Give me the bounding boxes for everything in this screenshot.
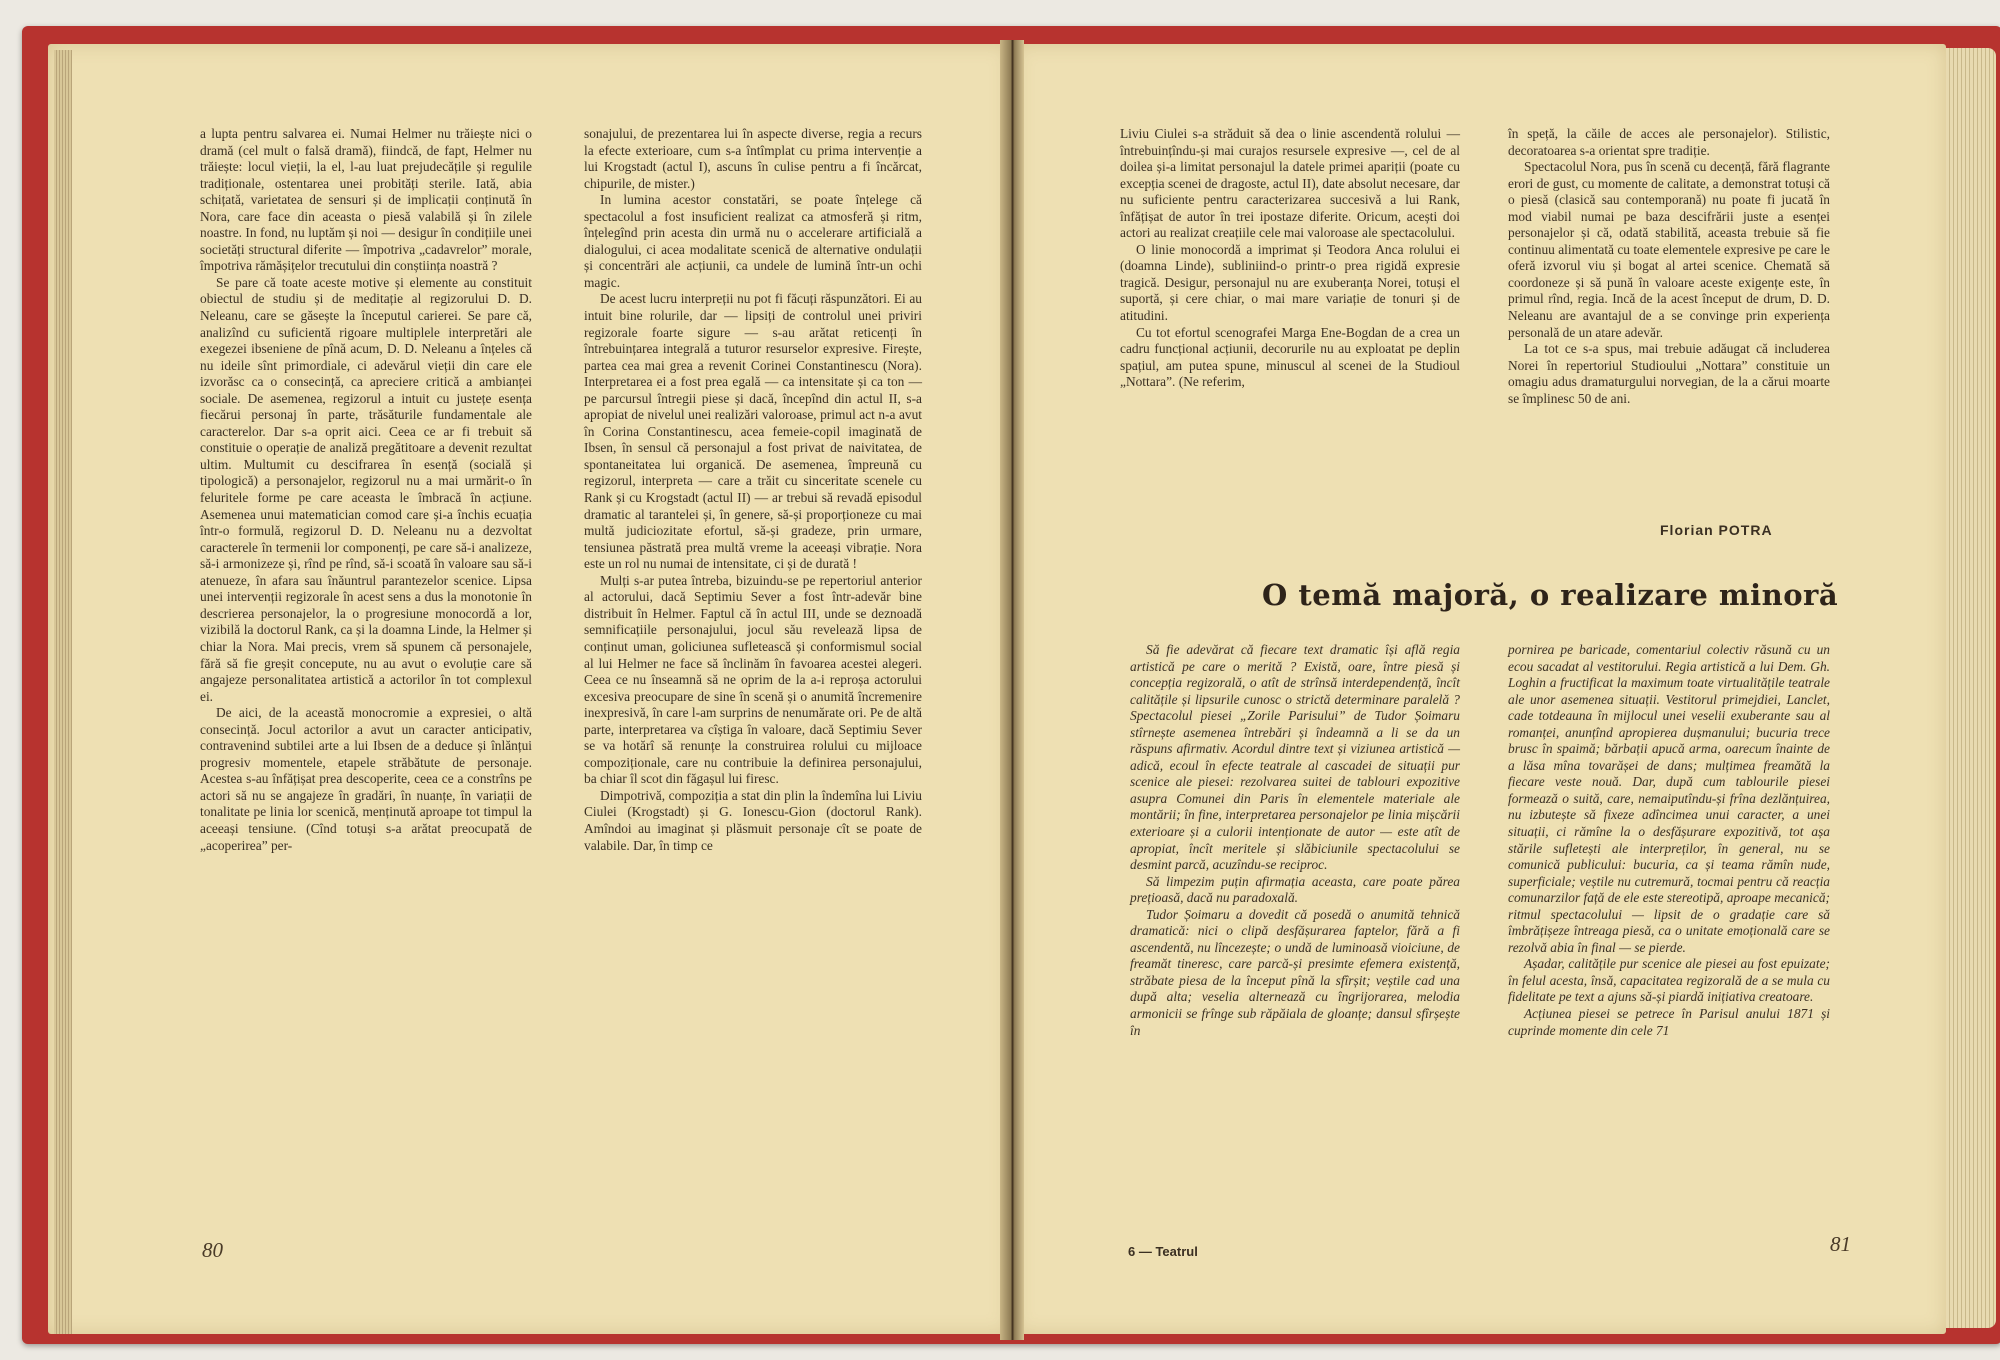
paragraph: Mulți s-ar putea întreba, bizuindu-se pe repertoriul anterior al actorului, dacă Septimiu Sever a fost într-adevăr bine distribuit în Helmer. Faptul că în actul III, unde se deznoadă semnificațiile personajului, jocul său revelează lipsa de conținut uman, goliciunea sufletească și conformismul social al lui Helmer ne face să înclinăm în favoarea acestei alegeri. Ceea ce nu înseamnă să ne oprim de la a-i reproșa actorului excesiva preocupare de sine în scenă și o anumită încremenire inexpresivă, în care l-am surprins de nenumărate ori. Pe de altă parte, interpretarea va cîștiga în valoare, dacă Septimiu Sever se va hotărî să renunțe la construirea rolului cu mijloace compoziționale, care nu contribuie la definirea personajului, ba chiar îl scot din făgașul lui firesc. bbox=[584, 572, 922, 787]
left-column-2 bbox=[584, 126, 922, 854]
paragraph: Se pare că toate aceste motive și elemente au constituit obiectul de studiu și de meditație al regizorului D. D. Neleanu, care se găsește la începutul carierei. Se pare că, analizînd cu suficientă rigoare multiplele interpretări ale exegezei ibseniene de pînă acum, D. D. Neleanu a înțeles că nu ideile sînt primordiale, ci adevărul vieții din care ele izvorăsc ca o consecință, ca apreciere critică a ambianței sociale. De asemenea, regizorul a intuit cu justețe esența fiecărui personaj în parte, trăsăturile fundamentale ale caracterelor. Dar s-a oprit aici. Ceea ce ar fi trebuit să constituie o operație de analiză pregătitoare a devenit rezultat ultim. Multumit cu descifrarea în esență (socială și tipologică) a personajelor, regizorul nu a mai urmărit-o în feluritele forme pe care aceasta le îmbracă în acțiune. Asemenea unui matematician comod care și-a închis ecuația într-o formulă, regizorul D. D. Neleanu nu a dezvoltat caracterele în termenii lor componenți, pe care să-i analizeze, să-i armonizeze și, rînd pe rînd, să-i scoată în valoare sau să-i atenueze, în afara sau înăuntrul parantezelor scenice. Lipsa unei intervenții regizorale în acest sens a dus la monotonie în descrierea personajelor, la o progresiune monocordă a lor, vizibilă la doctorul Rank, ca și la doamna Linde, la Helmer și chiar la Nora. Mai precis, vrem să spunem că personajele, fără să fie greșit concepute, nu au avut o evoluție care să angajeze personalitatea artistică a actorilor în tot complexul ei. bbox=[200, 274, 532, 704]
left-page-edges bbox=[54, 50, 72, 1334]
paragraph: a lupta pentru salvarea ei. Numai Helmer nu trăiește nici o dramă (cel mult o falsă dramă), fiindcă, de fapt, Helmer nu trăiește: locul vieții, la el, l-au luat prejudecățile și regulile tradiționale, ostentarea unei probități sterile. Iată, abia schițată, varietatea de sensuri și de implicații conținută în Nora, care face din aceasta o piesă valabilă și în zilele noastre. In fond, nu luptăm și noi — desigur în condițiile unei societăți structural diferite — împotriva „cadavrelor” morale, împotriva rămășițelor trecutului din conștiința noastră ? bbox=[200, 126, 532, 274]
paragraph: Liviu Ciulei s-a străduit să dea o linie ascendentă rolului — întrebuințîndu-și mai curajos resursele expresive —, cel de al doilea și-a limitat personajul la datele primei apariții (poate cu excepția scenei de dragoste, actul II), date absolut necesare, dar nu suficiente pentru caracterizarea succesivă a lui Rank, înfățișat de autor în trei ipostaze diferite. Oricum, acești doi actori au realizat creațiile cele mai valoroase ale spectacolului. bbox=[1120, 126, 1460, 241]
paragraph: In lumina acestor constatări, se poate înțelege că spectacolul a fost insuficient realizat ca atmosferă și ritm, înțelegînd prin acesta din urmă nu o accelerare artificială a dialogului, ci acea modalitate scenică de alternative ondulații și concentrări ale acțiunii, ca undele de lumină într-un ochi magic. bbox=[584, 192, 922, 290]
paragraph: în speță, la căile de acces ale personajelor). Stilistic, decoratoarea s-a orientat spre tradiție. bbox=[1508, 126, 1830, 158]
left-column-1 bbox=[200, 126, 532, 854]
paragraph: Să fie adevărat că fiecare text dramatic își află regia artistică pe care o merită ? Există, oare, între piesă și concepția regizorală, o atît de strînsă interdependență, încît calitățile și lipsurile cunosc o strictă determinare paralelă ? Spectacolul piesei „Zorile Parisului” de Tudor Șoimaru stîrnește asemenea întrebări și îndeamnă a li se da un răspuns afirmativ. Acordul dintre text și viziunea artistică — adică, ecoul în efecte teatrale al cascadei de situații pur scenice ale piesei: rezolvarea suitei de tablouri expozitive asupra Comunei din Paris în elementele materiale ale montării; în fine, interpretarea personajelor pe linia mișcării exterioare și a culorii intenționate de autor — este atît de apropiat, încît meritele și slăbiciunile spectacolului se desmint parcă, acuzîndu-se reciproc. bbox=[1130, 642, 1460, 873]
paragraph: De acest lucru interpreții nu pot fi făcuți răspunzători. Ei au intuit bine rolurile, dar — lipsiți de controlul unei priviri regizorale foarte sigure — s-au arătat reticenți în întrebuințarea integrală a tuturor resurselor expresive. Firește, partea cea mai grea a revenit Corinei Constantinescu (Nora). Interpretarea ei a fost prea egală — ca intensitate și ca ton — pe parcursul întregii piese și dacă, începînd din actul II, s-a apropiat de nivelul unei realizări valoroase, primul act n-a avut în Corina Constantinescu, acea femeie-copil imaginată de Ibsen, în sensul că personajul a fost privat de naivitatea, de spontaneitatea lui organică. De asemenea, împreună cu regizorul, interpreta — care a trăit cu sinceritate scenele cu Rank și cu Krogstadt (actul II) — ar trebui să revadă episodul dramatic al tarantelei și, în genere, să-și proporționeze cu mai multă judiciozitate efortul, să-și gradeze, prin urmare, tensiunea păstrată prea multă vreme la aceeași vibrație. Nora este un rol nu numai de intensitate, ci și de durată ! bbox=[584, 291, 922, 572]
paragraph: Dimpotrivă, compoziția a stat din plin la îndemîna lui Liviu Ciulei (Krogstadt) și G. Ionescu-Gion (doctorul Rank). Amîndoi au imaginat și plăsmuit personaje cît se poate de valabile. Dar, în timp ce bbox=[584, 787, 922, 853]
paragraph: pornirea pe baricade, comentariul colectiv răsună cu un ecou sacadat al vestitorului. Regia artistică a lui Dem. Gh. Loghin a fructificat la maximum toate virtualitățile teatrale ale unor asemenea situații. Vestitorul primejdiei, Lanclet, cade totdeauna în mijlocul unei veselii exuberante sau al romanței, anunțînd apropierea dușmanului; bucuria trece brusc în spaimă; bărbații apucă arma, oarecum înainte de a lăsa mîna tovarășei de dans; mulțimea freamătă la fiecare veste nouă. Dar, după cum tablourile piesei formează o suită, care, nemaiputîndu-și frîna dezlănțuirea, nu izbutește să fixeze adîncimea unui caracter, a unei situații, ci rămîne la o desfășurare expozitivă, tot așa stările sufletești ale interpreților, în general, nu se comunică publicului: bucuria, ca și teama rămîn nude, superficiale; veștile nu cutremură, tocmai pentru că reacția comunarzilor față de ele este stereotipă, aproape mecanică; ritmul spectacolului — lipsit de o gradație care să îmbrățișeze întreaga piesă, ca o unitate emoțională care se rezolvă abia în final — se pierde. bbox=[1508, 642, 1830, 955]
paragraph: sonajului, de prezentarea lui în aspecte diverse, regia a recurs la efecte exterioare, cum s-a întîmplat cu prima intervenție a lui Krogstadt (actul I), ascuns în culise pentru a fi încărcat, chipurile, de mister.) bbox=[584, 126, 922, 191]
paragraph: Cu tot efortul scenografei Marga Ene-Bogdan de a crea un cadru funcțional acțiunii, decorurile nu au exploatat pe deplin spațiul, am putea spune, minuscul al scenei de la Studioul „Nottara”. (Ne referim, bbox=[1120, 324, 1460, 390]
paragraph: De aici, de la această monocromie a expresiei, o altă consecință. Jocul actorilor a avut un caracter anticipativ, contravenind subtilei arte a lui Ibsen de a deduce și înlănțui progresiv momentele, etapele străbătute de personaje. Acestea s-au înfățișat prea descoperite, ceea ce a constrîns pe actori să nu se angajeze în gradări, în nuanțe, în variații de tonalitate pe linia lor scenică, menținută aproape tot timpul la aceeași tensiune. (Cînd totuși s-a arătat preocupată de „acoperirea” per- bbox=[200, 705, 532, 853]
right-column-2 bbox=[1508, 126, 1830, 407]
right-column-3 bbox=[1130, 642, 1460, 1039]
article-headline: O temă majoră, o realizare minoră bbox=[1262, 578, 1839, 612]
article-author: Florian POTRA bbox=[1660, 522, 1773, 538]
right-page-edges bbox=[1946, 48, 1996, 1328]
paragraph: Așadar, calitățile pur scenice ale piesei au fost epuizate; în felul acesta, însă, capacitatea regizorală de a se mula cu fidelitate pe text a ajuns să-și piardă inițiativa creatoare. bbox=[1508, 956, 1830, 1005]
page-footer: 6 — Teatrul bbox=[1128, 1244, 1198, 1259]
paragraph: Spectacolul Nora, pus în scenă cu decență, fără flagrante erori de gust, cu momente de calitate, a demonstrat totuși că o piesă (clasică sau contemporană) nu poate fi jucată în mod viabil numai pe baza descifrării juste a esenței personajelor și că, odată stabilită, aceasta trebuie să fie continuu alimentată cu toate elementele expresive pe care le oferă izvorul viu și bogat al artei scenice. Chemată să coordoneze și să pună în valoare aceste exigențe este, în primul rînd, regia. Incă de la acest început de drum, D. D. Neleanu are avantajul de a se convinge prin experiența personală de un atare adevăr. bbox=[1508, 159, 1830, 340]
page-number-right: 81 bbox=[1830, 1232, 1851, 1256]
book-gutter bbox=[1000, 40, 1024, 1340]
paragraph: Tudor Șoimaru a dovedit că posedă o anumită tehnică dramatică: nici o clipă desfășurarea faptelor, fără a fi ascendentă, nu lîncezește; o undă de luminoasă vioiciune, de freamăt tineresc, care parcă-și presimte efemera existență, străbate piesa de la început pînă la sfîrșit; veștile cad una după alta; veselia alternează cu îngrijorarea, melodia armonicii se frînge sub răpăiala de gloanțe; dansul sfîrșește în bbox=[1130, 906, 1460, 1038]
right-column-1 bbox=[1120, 126, 1460, 391]
paragraph: Acțiunea piesei se petrece în Parisul anului 1871 și cuprinde momente din cele 71 bbox=[1508, 1006, 1830, 1038]
paragraph: Să limpezim puțin afirmația aceasta, care poate părea prețioasă, dacă nu paradoxală. bbox=[1130, 873, 1460, 906]
page-number-left: 80 bbox=[202, 1238, 223, 1262]
right-column-4 bbox=[1508, 642, 1830, 1039]
paragraph: O linie monocordă a imprimat și Teodora Anca rolului ei (doamna Linde), subliniind-o printr-o prea rigidă expresie tragică. Desigur, personajul nu are exuberanța Norei, totuși el suportă, și cere chiar, o mai mare variație de tonuri și de atitudini. bbox=[1120, 241, 1460, 324]
paragraph: La tot ce s-a spus, mai trebuie adăugat că includerea Norei în repertoriul Studioului „Nottara” constituie un omagiu adus dramaturgului norvegian, de la a cărui moarte se împlinesc 50 de ani. bbox=[1508, 341, 1830, 406]
